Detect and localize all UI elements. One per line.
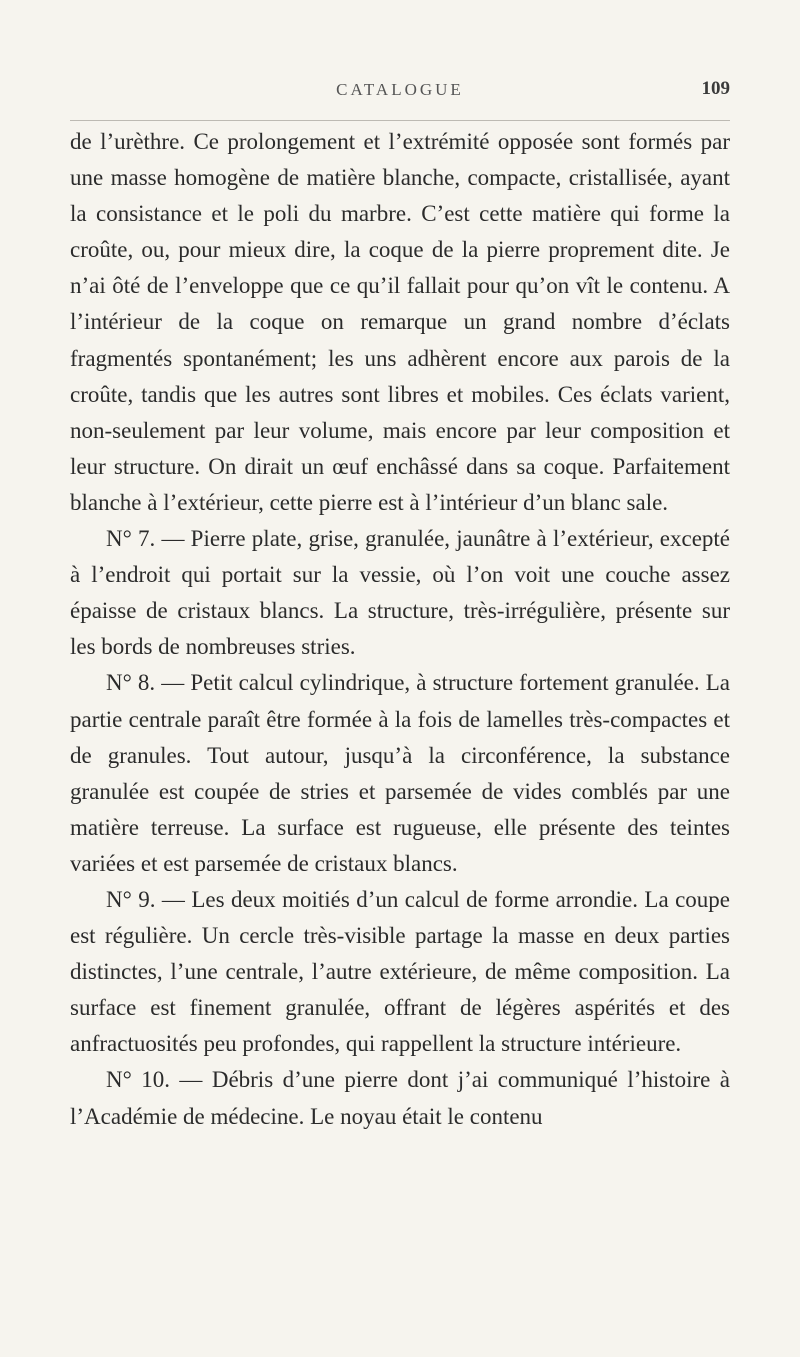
paragraph-continuation: de l’urèthre. Ce prolongement et l’extrémité opposée sont formés par une masse homogène de matière blanche, compacte, cristallisée, ayant la consistance et le poli du marbre. C’est cette matière qui forme la croûte, ou, pour mieux dire, la coque de la pierre proprement dite. Je n’ai ôté de l’enveloppe que ce qu’il fallait pour qu’on vît le contenu. A l’intérieur de la coque on remarque un grand nombre d’éclats fragmentés spontanément; les uns adhèrent encore aux parois de la croûte, tandis que les autres sont libres et mobiles. Ces éclats varient, non-seulement par leur volume, mais encore par leur composition et leur structure. On dirait un œuf enchâssé dans sa coque. Parfaitement blanche à l’extérieur, cette pierre est à l’intérieur d’un blanc sale. (70, 129, 730, 515)
paragraph-item-7: N° 7. — Pierre plate, grise, granulée, jaunâtre à l’extérieur, excepté à l’endroit qui portait sur la vessie, où l’on voit une couche assez épaisse de cristaux blancs. La structure, très-irrégulière, présente sur les bords de nombreuses stries. (70, 526, 730, 660)
paragraph-item-10: N° 10. — Débris d’une pierre dont j’ai communiqué l’histoire à l’Académie de médecine. Le noyau était le contenu (70, 1067, 730, 1129)
header-rule (70, 120, 730, 121)
page-number: 109 (701, 78, 730, 99)
running-title: CATALOGUE (336, 80, 464, 99)
running-head (70, 80, 730, 104)
paragraph-item-8: N° 8. — Petit calcul cylindrique, à structure fortement granulée. La partie centrale paraît être formée à la fois de lamelles très-compactes et de granules. Tout autour, jusqu’à la circonférence, la substance granulée est coupée de stries et parsemée de vides comblés par une matière terreuse. La surface est rugueuse, elle présente des teintes variées et est parsemée de cristaux blancs. (70, 670, 730, 876)
paragraph-item-9: N° 9. — Les deux moitiés d’un calcul de forme arrondie. La coupe est régulière. Un cercle très-visible partage la masse en deux parties distinctes, l’une centrale, l’autre extérieure, de même composition. La surface est finement granulée, offrant de légères aspérités et des anfractuosités peu profondes, qui rappellent la structure intérieure. (70, 886, 730, 1057)
body-text (70, 124, 730, 1135)
